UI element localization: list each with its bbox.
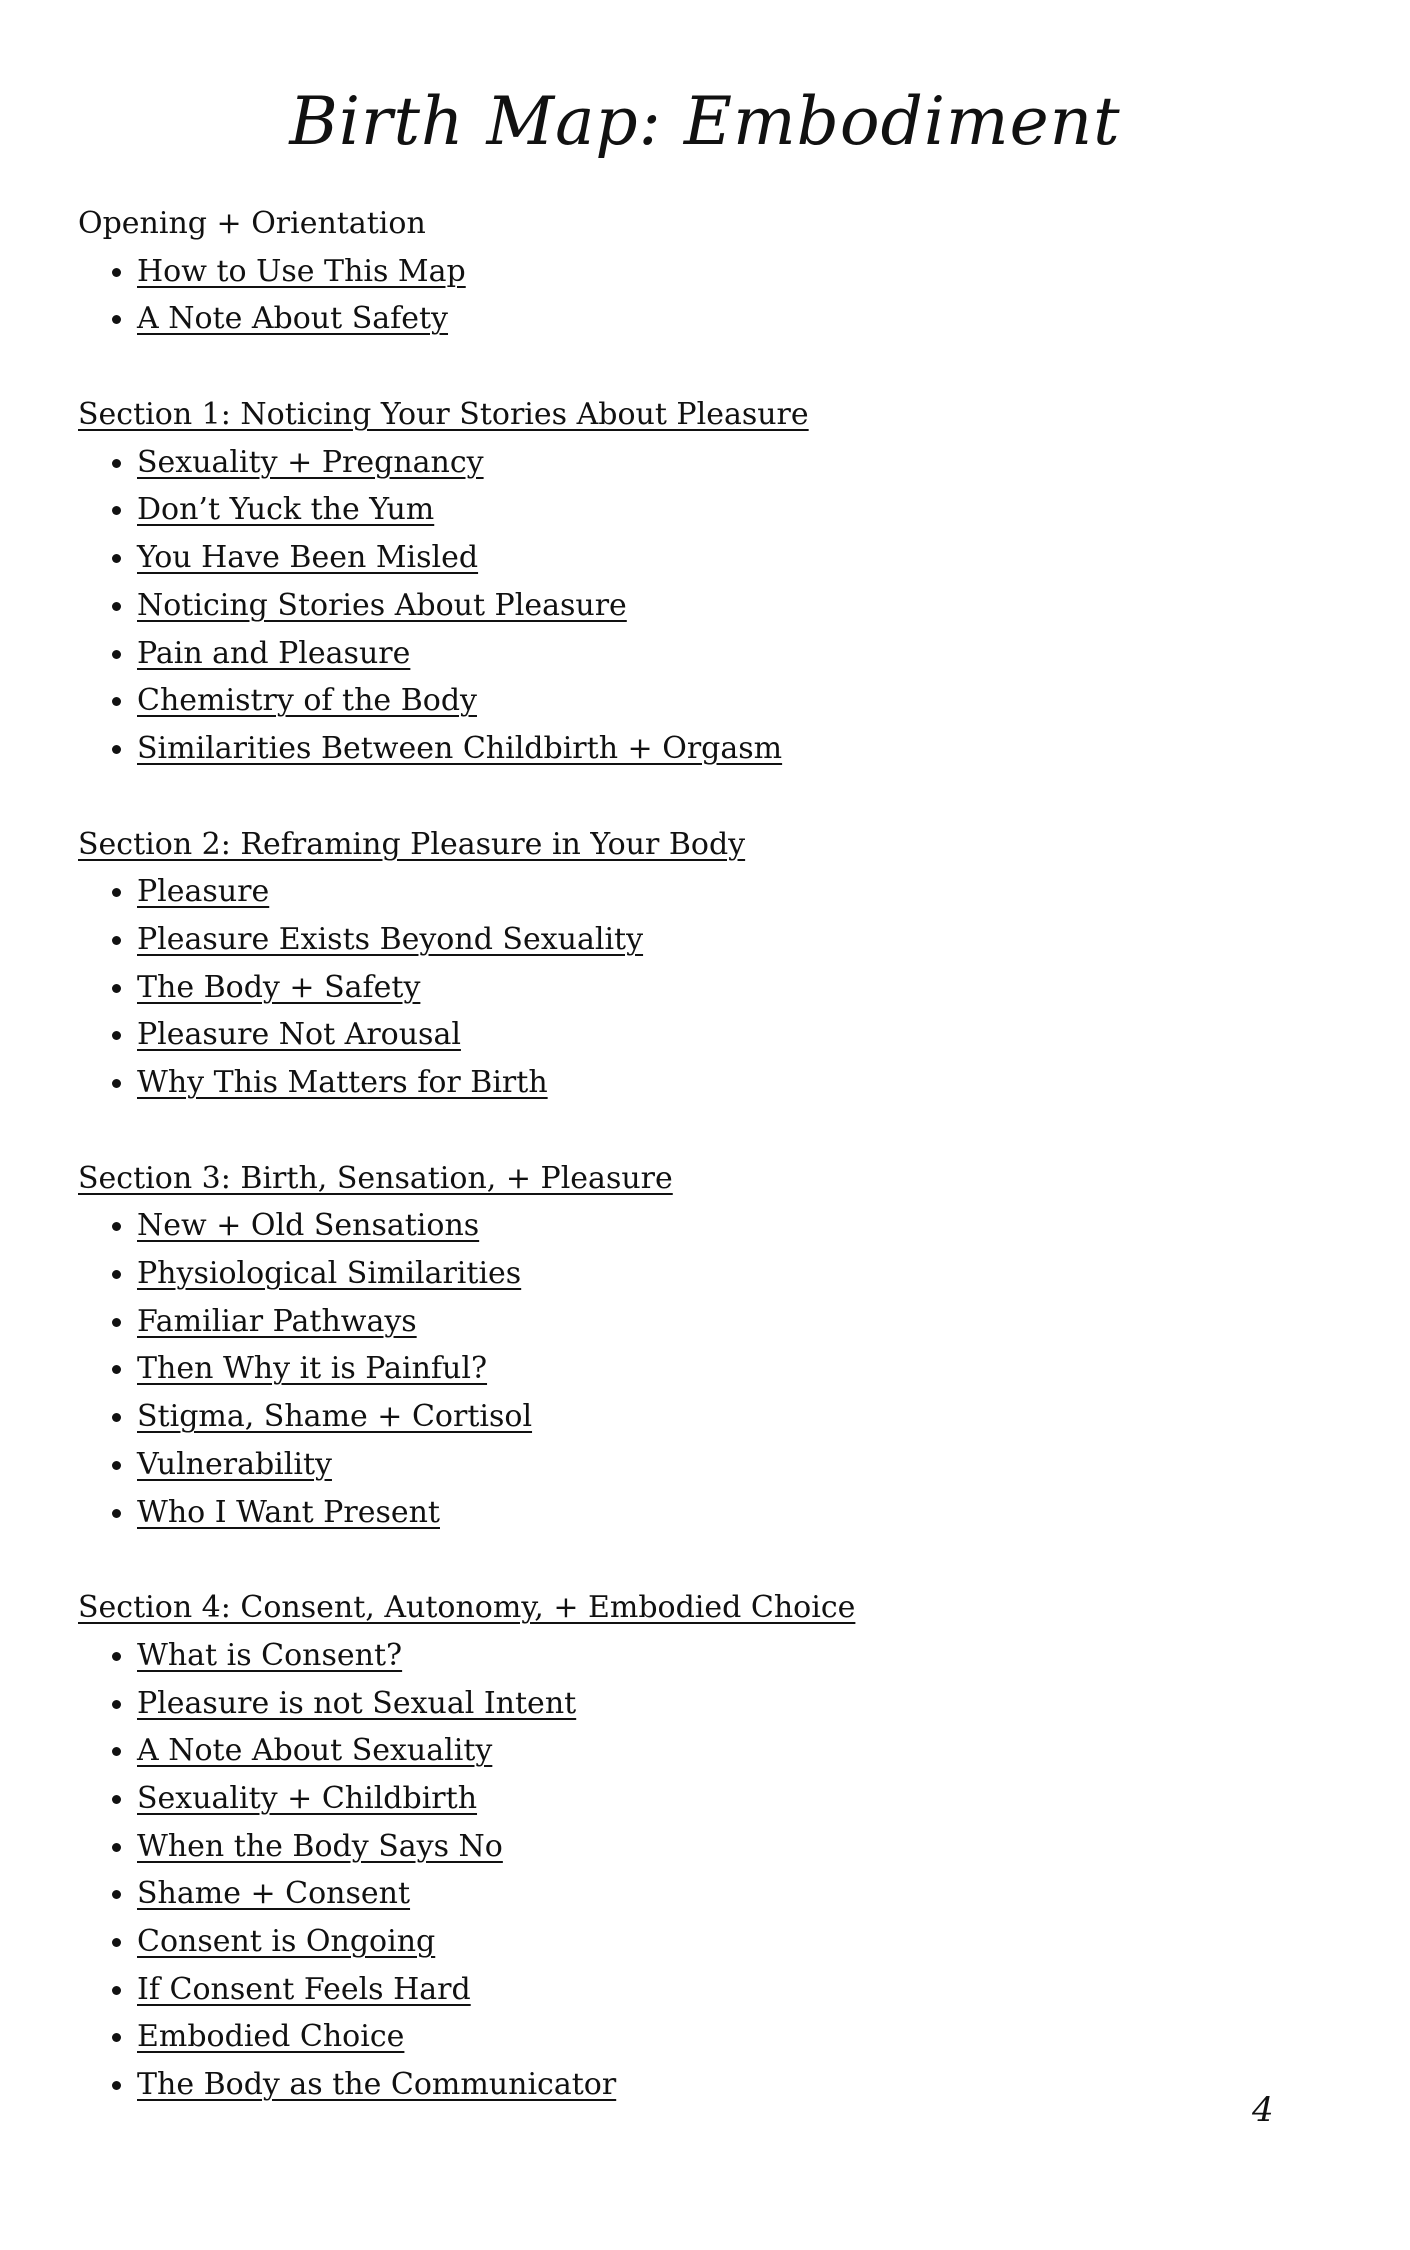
bullet-icon xyxy=(112,1461,121,1470)
toc-link[interactable]: Consent is Ongoing xyxy=(137,1924,436,1959)
toc-item xyxy=(78,964,1328,1012)
toc-item xyxy=(78,1441,1328,1489)
section-heading-opening: Opening + Orientation xyxy=(78,206,426,241)
bullet-icon xyxy=(112,1652,121,1661)
toc-item xyxy=(78,582,1328,630)
bullet-icon xyxy=(112,650,121,659)
section-2 xyxy=(78,821,1328,1107)
bullet-icon xyxy=(112,1413,121,1422)
toc-item xyxy=(78,916,1328,964)
toc-item xyxy=(78,248,1328,296)
toc-link[interactable]: Sexuality + Childbirth xyxy=(137,1780,478,1816)
toc-item xyxy=(78,1823,1328,1871)
toc-link[interactable]: Don’t Yuck the Yum xyxy=(137,492,435,528)
toc-link[interactable]: Pleasure is not Sexual Intent xyxy=(137,1685,577,1721)
toc-link[interactable]: Similarities Between Childbirth + Orgasm xyxy=(137,730,783,766)
section-2-items xyxy=(78,868,1328,1106)
section-1-items xyxy=(78,439,1328,773)
bullet-icon xyxy=(112,268,121,277)
bullet-icon xyxy=(112,1509,121,1518)
bullet-icon xyxy=(112,459,121,468)
toc-link[interactable]: New + Old Sensations xyxy=(137,1208,480,1244)
bullet-icon xyxy=(112,1747,121,1756)
toc-link[interactable]: What is Consent? xyxy=(137,1637,403,1673)
toc-link[interactable]: Physiological Similarities xyxy=(137,1256,522,1292)
bullet-icon xyxy=(112,506,121,515)
bullet-icon xyxy=(112,2081,121,2090)
toc-link[interactable]: You Have Been Misled xyxy=(137,540,479,576)
toc-link[interactable]: A Note About Safety xyxy=(137,301,449,337)
bullet-icon xyxy=(112,1270,121,1279)
section-opening xyxy=(78,200,1328,343)
toc-link[interactable]: A Note About Sexuality xyxy=(137,1733,493,1769)
bullet-icon xyxy=(112,697,121,706)
toc-link[interactable]: Stigma, Shame + Cortisol xyxy=(137,1399,533,1435)
toc-item xyxy=(78,295,1328,343)
bullet-icon xyxy=(112,1318,121,1327)
section-4 xyxy=(78,1584,1328,2109)
bullet-icon xyxy=(112,554,121,563)
toc-item xyxy=(78,725,1328,773)
toc-item xyxy=(78,630,1328,678)
section-3 xyxy=(78,1155,1328,1537)
section-3-items xyxy=(78,1202,1328,1536)
toc-item xyxy=(78,1870,1328,1918)
toc-item xyxy=(78,677,1328,725)
bullet-icon xyxy=(112,1365,121,1374)
toc-link[interactable]: If Consent Feels Hard xyxy=(137,1971,471,2007)
toc-link[interactable]: Chemistry of the Body xyxy=(137,683,477,719)
table-of-contents xyxy=(78,200,1328,2157)
toc-item xyxy=(78,1202,1328,1250)
toc-link[interactable]: The Body as the Communicator xyxy=(137,2067,617,2103)
toc-link[interactable]: Pleasure Not Arousal xyxy=(137,1017,461,1053)
section-opening-items xyxy=(78,248,1328,343)
toc-link[interactable]: Sexuality + Pregnancy xyxy=(137,444,484,480)
toc-link[interactable]: Noticing Stories About Pleasure xyxy=(137,587,627,623)
toc-item xyxy=(78,1250,1328,1298)
section-heading-4[interactable]: Section 4: Consent, Autonomy, + Embodied Choice xyxy=(78,1590,856,1626)
bullet-icon xyxy=(112,1079,121,1088)
bullet-icon xyxy=(112,1986,121,1995)
toc-link[interactable]: Shame + Consent xyxy=(137,1876,411,1912)
bullet-icon xyxy=(112,1843,121,1852)
section-heading-3[interactable]: Section 3: Birth, Sensation, + Pleasure xyxy=(78,1160,673,1196)
bullet-icon xyxy=(112,984,121,993)
toc-link[interactable]: Who I Want Present xyxy=(137,1494,440,1530)
bullet-icon xyxy=(112,1938,121,1947)
toc-link[interactable]: Embodied Choice xyxy=(137,2019,405,2055)
toc-item xyxy=(78,486,1328,534)
toc-item xyxy=(78,439,1328,487)
bullet-icon xyxy=(112,602,121,611)
toc-item xyxy=(78,1680,1328,1728)
bullet-icon xyxy=(112,1031,121,1040)
bullet-icon xyxy=(112,2033,121,2042)
toc-item xyxy=(78,1059,1328,1107)
toc-link[interactable]: Why This Matters for Birth xyxy=(137,1065,548,1100)
toc-item xyxy=(78,1918,1328,1966)
bullet-icon xyxy=(112,1890,121,1899)
toc-item xyxy=(78,1393,1328,1441)
section-1 xyxy=(78,391,1328,773)
bullet-icon xyxy=(112,888,121,897)
section-4-items xyxy=(78,1632,1328,2109)
section-heading-1[interactable]: Section 1: Noticing Your Stories About Pleasure xyxy=(78,397,809,433)
bullet-icon xyxy=(112,1222,121,1231)
toc-link[interactable]: When the Body Says No xyxy=(137,1828,503,1864)
toc-item xyxy=(78,1632,1328,1680)
toc-item xyxy=(78,868,1328,916)
toc-link[interactable]: Vulnerability xyxy=(137,1446,332,1482)
bullet-icon xyxy=(112,1795,121,1804)
toc-link[interactable]: The Body + Safety xyxy=(137,969,421,1005)
toc-item xyxy=(78,2061,1328,2109)
bullet-icon xyxy=(112,936,121,945)
toc-link[interactable]: Pleasure Exists Beyond Sexuality xyxy=(137,921,644,957)
toc-link[interactable]: Pain and Pleasure xyxy=(137,635,411,671)
toc-link[interactable]: Familiar Pathways xyxy=(137,1303,417,1339)
toc-item xyxy=(78,534,1328,582)
page-number: 4 xyxy=(1252,2090,1274,2130)
toc-item xyxy=(78,1345,1328,1393)
toc-item xyxy=(78,1966,1328,2014)
section-heading-2[interactable]: Section 2: Reframing Pleasure in Your Body xyxy=(78,826,746,862)
toc-item xyxy=(78,1727,1328,1775)
toc-item xyxy=(78,1489,1328,1537)
toc-item xyxy=(78,2013,1328,2061)
toc-link[interactable]: How to Use This Map xyxy=(137,253,466,289)
toc-link[interactable]: Pleasure xyxy=(137,874,270,910)
bullet-icon xyxy=(112,315,121,324)
toc-item xyxy=(78,1775,1328,1823)
page-title: Birth Map: Embodiment xyxy=(289,83,1121,160)
bullet-icon xyxy=(112,1700,121,1709)
toc-item xyxy=(78,1298,1328,1346)
bullet-icon xyxy=(112,745,121,754)
toc-item xyxy=(78,1011,1328,1059)
toc-link[interactable]: Then Why it is Painful? xyxy=(137,1351,488,1387)
